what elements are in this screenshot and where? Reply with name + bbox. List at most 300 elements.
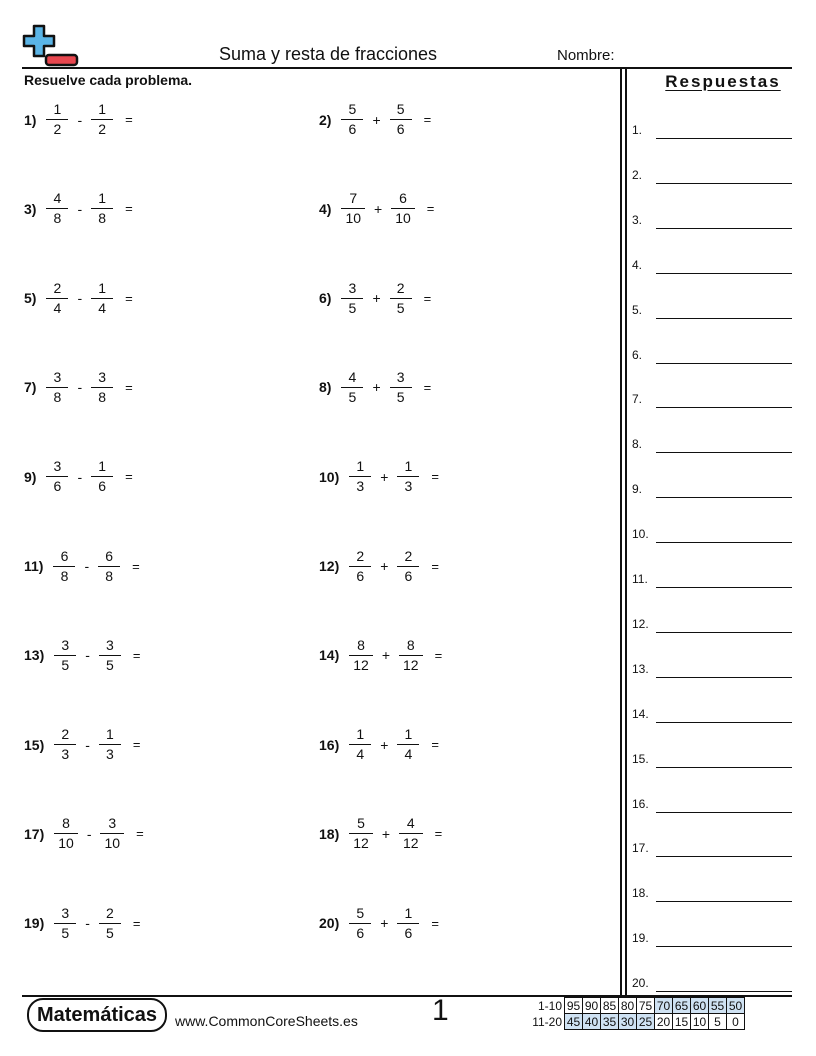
fraction-bar	[390, 387, 412, 388]
problem-number: 6)	[319, 290, 332, 307]
denominator: 12	[403, 835, 419, 852]
denominator: 6	[356, 924, 365, 941]
fraction-bar	[46, 208, 68, 209]
answer-label: 15.	[632, 751, 649, 766]
fraction-bar	[341, 119, 363, 120]
denominator: 3	[404, 478, 413, 495]
fraction-bar	[46, 387, 68, 388]
answer-line[interactable]	[656, 632, 792, 633]
numerator: 8	[357, 636, 365, 653]
denominator: 12	[353, 835, 369, 852]
numerator: 1	[404, 726, 413, 743]
fraction	[351, 726, 369, 763]
fraction-bar	[99, 923, 121, 924]
problem-number: 11)	[24, 558, 44, 574]
fraction-bar	[397, 744, 419, 745]
problem-number: 2)	[319, 111, 332, 128]
answer-label: 6.	[632, 347, 643, 362]
score-row	[528, 1014, 745, 1030]
name-label: Nombre:	[557, 47, 615, 64]
operator: -	[85, 647, 90, 664]
numerator: 1	[98, 190, 107, 207]
equals-sign: =	[431, 737, 440, 753]
problem-number: 8)	[319, 379, 332, 396]
numerator: 6	[399, 190, 407, 207]
operator: -	[85, 736, 90, 753]
denominator: 5	[348, 299, 357, 316]
score-cell: 10	[691, 1014, 709, 1030]
denominator: 12	[403, 656, 419, 673]
problem-number: 1)	[24, 111, 37, 128]
answer-label: 7.	[632, 392, 643, 407]
answer-label: 4.	[632, 257, 643, 272]
score-cell: 25	[637, 1014, 655, 1030]
fraction	[343, 369, 361, 406]
problem-item	[24, 726, 141, 763]
denominator: 5	[348, 388, 357, 405]
numerator: 2	[404, 547, 413, 564]
fraction	[101, 726, 119, 763]
answer-line[interactable]	[656, 722, 792, 723]
answer-line[interactable]	[656, 901, 792, 902]
fraction	[56, 726, 74, 763]
denominator: 2	[98, 121, 107, 137]
numerator: 1	[356, 726, 365, 743]
answer-line[interactable]	[656, 452, 792, 453]
fraction-bar	[100, 833, 124, 834]
problem-number: 14)	[319, 647, 340, 664]
operator: -	[77, 200, 83, 217]
answer-line[interactable]	[656, 273, 792, 274]
fraction-bar	[91, 119, 113, 120]
numerator: 3	[98, 368, 107, 385]
denominator: 5	[106, 924, 114, 941]
fraction-bar	[91, 476, 113, 477]
answer-line[interactable]	[656, 946, 792, 947]
denominator: 8	[98, 210, 107, 227]
answer-line[interactable]	[656, 542, 792, 543]
score-cell: 65	[673, 998, 691, 1014]
problem-item	[319, 815, 442, 852]
fraction-bar	[98, 566, 120, 567]
numerator: 6	[60, 547, 69, 564]
answer-label: 11.	[632, 572, 648, 586]
operator: -	[77, 111, 83, 128]
fraction	[392, 280, 410, 317]
fraction-bar	[46, 119, 68, 120]
problem-item	[24, 190, 133, 227]
numerator: 1	[98, 458, 107, 475]
operator: -	[85, 915, 90, 932]
fraction	[399, 458, 417, 495]
fraction-bar	[349, 923, 371, 924]
fraction	[100, 548, 118, 585]
fraction-bar	[91, 387, 113, 388]
equals-sign: =	[423, 290, 432, 306]
score-cell: 0	[727, 1014, 745, 1030]
problem-number: 17)	[24, 825, 45, 842]
fraction-bar	[341, 208, 365, 209]
operator: -	[86, 825, 92, 842]
fraction-bar	[54, 744, 76, 745]
denominator: 8	[60, 567, 69, 584]
problem-number: 18)	[319, 825, 340, 842]
operator: +	[380, 468, 389, 485]
fraction-bar	[349, 476, 371, 477]
denominator: 5	[61, 656, 70, 673]
fraction	[48, 280, 66, 317]
equals-sign: =	[431, 469, 440, 485]
problem-item	[319, 101, 431, 138]
numerator: 2	[106, 904, 114, 921]
numerator: 4	[53, 190, 62, 207]
score-cell: 85	[601, 998, 619, 1014]
answer-line[interactable]	[656, 138, 792, 139]
denominator: 6	[404, 924, 413, 941]
page-title: Suma y resta de fracciones	[218, 44, 438, 64]
problem-item	[24, 905, 141, 942]
fraction-bar	[53, 566, 75, 567]
numerator: 2	[356, 547, 365, 564]
page-number: 1	[432, 994, 449, 1027]
fraction-bar	[397, 476, 419, 477]
numerator: 5	[357, 815, 365, 832]
answer-label: 10.	[632, 527, 649, 542]
fraction-bar	[99, 744, 121, 745]
fraction-bar	[390, 298, 412, 299]
answer-line[interactable]	[656, 991, 792, 992]
numerator: 1	[98, 279, 107, 296]
fraction	[351, 815, 371, 852]
header-divider	[22, 67, 792, 69]
operator: +	[381, 825, 390, 842]
fraction-bar	[54, 833, 78, 834]
problem-number: 10)	[319, 468, 340, 485]
equals-sign: =	[125, 379, 133, 395]
fraction	[399, 905, 417, 942]
equals-sign: =	[125, 290, 133, 306]
operator: +	[372, 290, 381, 307]
problem-number: 7)	[24, 379, 37, 396]
denominator: 10	[104, 835, 121, 852]
site-url[interactable]: www.CommonCoreSheets.es	[175, 1013, 358, 1029]
score-cell: 75	[637, 998, 655, 1014]
operator: +	[372, 111, 381, 128]
fraction-bar	[397, 566, 419, 567]
equals-sign: =	[136, 826, 144, 842]
problem-number: 12)	[319, 558, 340, 574]
operator: +	[380, 915, 389, 932]
fraction	[55, 548, 73, 585]
problem-number: 19)	[24, 915, 45, 932]
answer-label: 19.	[632, 931, 649, 946]
answer-label: 1.	[632, 123, 643, 137]
numerator: 1	[98, 101, 107, 117]
denominator: 8	[98, 388, 107, 405]
fraction	[93, 369, 111, 406]
score-cell: 35	[601, 1014, 619, 1030]
numerator: 4	[406, 815, 415, 832]
score-cell: 40	[583, 1014, 601, 1030]
answer-line[interactable]	[656, 812, 792, 813]
denominator: 5	[61, 924, 70, 941]
numerator: 1	[356, 458, 365, 475]
denominator: 8	[105, 567, 114, 584]
fraction	[401, 637, 421, 674]
fraction	[48, 101, 66, 138]
fraction-bar	[349, 566, 371, 567]
denominator: 5	[106, 656, 114, 673]
numerator: 4	[348, 368, 357, 385]
denominator: 5	[396, 388, 405, 405]
answer-line[interactable]	[656, 587, 792, 588]
answer-label: 5.	[632, 302, 643, 317]
denominator: 6	[98, 478, 107, 495]
score-cell: 20	[655, 1014, 673, 1030]
denominator: 6	[404, 567, 413, 584]
problem-item	[24, 369, 133, 406]
problem-item	[319, 905, 439, 942]
numerator: 8	[406, 636, 415, 653]
fraction	[56, 815, 76, 852]
answer-line[interactable]	[656, 183, 792, 184]
fraction	[101, 905, 119, 942]
problem-item	[24, 815, 144, 852]
operator: +	[381, 647, 390, 664]
fraction	[401, 815, 421, 852]
problem-item	[24, 101, 133, 138]
equals-sign: =	[132, 647, 141, 663]
denominator: 12	[353, 656, 369, 673]
numerator: 3	[396, 368, 405, 385]
fraction	[101, 637, 119, 674]
equals-sign: =	[426, 201, 435, 217]
fraction-bar	[54, 655, 76, 656]
fraction-bar	[349, 833, 373, 834]
fraction	[56, 637, 74, 674]
problem-number: 4)	[319, 200, 332, 217]
denominator: 3	[356, 478, 365, 495]
problem-number: 20)	[319, 915, 340, 932]
fraction	[48, 369, 66, 406]
denominator: 3	[106, 746, 114, 763]
score-cell: 50	[727, 998, 745, 1014]
score-table	[528, 997, 745, 1030]
problem-item	[24, 637, 141, 674]
numerator: 8	[62, 815, 70, 832]
operator: -	[77, 468, 83, 485]
problem-item	[24, 458, 133, 495]
denominator: 6	[348, 121, 357, 137]
numerator: 1	[53, 101, 62, 117]
score-cell: 60	[691, 998, 709, 1014]
fraction	[399, 726, 417, 763]
denominator: 4	[53, 299, 62, 316]
fraction-bar	[91, 208, 113, 209]
answer-label: 3.	[632, 212, 643, 227]
fraction-bar	[99, 655, 121, 656]
numerator: 3	[53, 368, 62, 385]
equals-sign: =	[431, 558, 440, 574]
fraction	[93, 458, 111, 495]
equals-sign: =	[125, 201, 133, 217]
numerator: 5	[348, 101, 357, 117]
fraction	[56, 905, 74, 942]
denominator: 6	[53, 478, 62, 495]
numerator: 1	[404, 904, 413, 921]
equals-sign: =	[423, 379, 432, 395]
answer-column-divider	[625, 68, 627, 996]
score-cell: 15	[673, 1014, 691, 1030]
denominator: 10	[345, 210, 362, 227]
equals-sign: =	[132, 915, 141, 931]
answer-line[interactable]	[656, 407, 792, 408]
denominator: 5	[396, 299, 405, 316]
denominator: 4	[98, 299, 107, 316]
fraction-bar	[349, 655, 373, 656]
denominator: 6	[396, 121, 405, 137]
operator: -	[84, 558, 90, 574]
fraction	[343, 190, 363, 227]
fraction	[48, 458, 66, 495]
problem-item	[24, 280, 133, 317]
numerator: 2	[53, 279, 62, 296]
denominator: 4	[356, 746, 365, 763]
numerator: 2	[61, 726, 70, 743]
instructions: Resuelve cada problema.	[24, 72, 193, 88]
fraction-bar	[341, 298, 363, 299]
score-cell: 70	[655, 998, 673, 1014]
answer-label: 18.	[632, 886, 649, 901]
fraction-bar	[399, 655, 423, 656]
problem-item	[319, 190, 434, 227]
equals-sign: =	[132, 737, 141, 753]
score-cell: 30	[619, 1014, 637, 1030]
fraction-bar	[341, 387, 363, 388]
answer-label: 17.	[632, 841, 649, 856]
score-cell: 80	[619, 998, 637, 1014]
fraction	[48, 190, 66, 227]
answer-label: 13.	[632, 661, 649, 676]
problem-item	[319, 458, 439, 495]
score-cell: 45	[565, 1014, 583, 1030]
fraction	[93, 190, 111, 227]
score-cell: 95	[565, 998, 583, 1014]
numerator: 3	[108, 815, 117, 832]
problem-number: 13)	[24, 647, 45, 664]
operator: +	[380, 558, 389, 574]
denominator: 2	[53, 121, 62, 137]
fraction	[392, 369, 410, 406]
operator: +	[380, 736, 389, 753]
numerator: 3	[53, 458, 62, 475]
equals-sign: =	[434, 647, 443, 663]
answer-line[interactable]	[656, 497, 792, 498]
equals-sign: =	[423, 112, 432, 127]
numerator: 7	[349, 190, 358, 207]
fraction	[399, 548, 417, 585]
problem-item	[319, 369, 431, 406]
answer-line[interactable]	[656, 228, 792, 229]
fraction	[351, 637, 371, 674]
equals-sign: =	[431, 915, 440, 931]
numerator: 6	[105, 547, 114, 564]
numerator: 2	[396, 279, 405, 296]
numerator: 3	[61, 636, 70, 653]
denominator: 10	[58, 835, 74, 852]
subject-badge: Matemáticas	[27, 998, 167, 1032]
score-row	[528, 998, 745, 1014]
problem-number: 16)	[319, 736, 340, 753]
problem-number: 5)	[24, 290, 37, 307]
denominator: 10	[395, 210, 411, 227]
problem-number: 9)	[24, 468, 37, 485]
fraction-bar	[399, 833, 423, 834]
fraction	[392, 101, 410, 138]
numerator: 1	[106, 726, 114, 743]
fraction	[393, 190, 413, 227]
fraction-bar	[397, 923, 419, 924]
problem-item	[24, 548, 140, 585]
denominator: 6	[356, 567, 365, 584]
answer-line[interactable]	[656, 318, 792, 319]
equals-sign: =	[434, 826, 443, 842]
answer-line[interactable]	[656, 677, 792, 678]
answer-line[interactable]	[656, 363, 792, 364]
answer-label: 2.	[632, 167, 643, 182]
numerator: 1	[404, 458, 413, 475]
problem-item	[319, 637, 442, 674]
problem-number: 15)	[24, 736, 45, 753]
fraction-bar	[349, 744, 371, 745]
equals-sign: =	[125, 112, 133, 127]
score-cell: 90	[583, 998, 601, 1014]
equals-sign: =	[132, 558, 140, 574]
answer-label: 16.	[632, 796, 649, 811]
denominator: 3	[61, 746, 70, 763]
fraction	[351, 458, 369, 495]
answer-line[interactable]	[656, 767, 792, 768]
problem-item	[319, 726, 439, 763]
fraction-bar	[54, 923, 76, 924]
denominator: 8	[53, 388, 62, 405]
denominator: 8	[53, 210, 62, 227]
numerator: 5	[356, 904, 365, 921]
operator: -	[77, 290, 83, 307]
problem-item	[319, 548, 439, 585]
fraction-bar	[91, 298, 113, 299]
problem-number: 3)	[24, 200, 37, 217]
fraction	[93, 101, 111, 138]
fraction	[343, 280, 361, 317]
numerator: 3	[61, 904, 70, 921]
answer-line[interactable]	[656, 856, 792, 857]
score-row-label: 11-20	[532, 1014, 562, 1029]
fraction	[102, 815, 122, 852]
numerator: 5	[396, 101, 405, 117]
answer-label: 12.	[632, 616, 649, 631]
denominator: 4	[404, 746, 413, 763]
answer-label: 14.	[632, 706, 649, 721]
fraction-bar	[390, 119, 412, 120]
numerator: 3	[106, 636, 114, 653]
answer-label: 9.	[632, 482, 643, 497]
answer-column-divider	[620, 68, 622, 996]
operator: -	[77, 379, 83, 396]
fraction	[351, 548, 369, 585]
fraction-bar	[46, 476, 68, 477]
operator: +	[372, 379, 381, 396]
